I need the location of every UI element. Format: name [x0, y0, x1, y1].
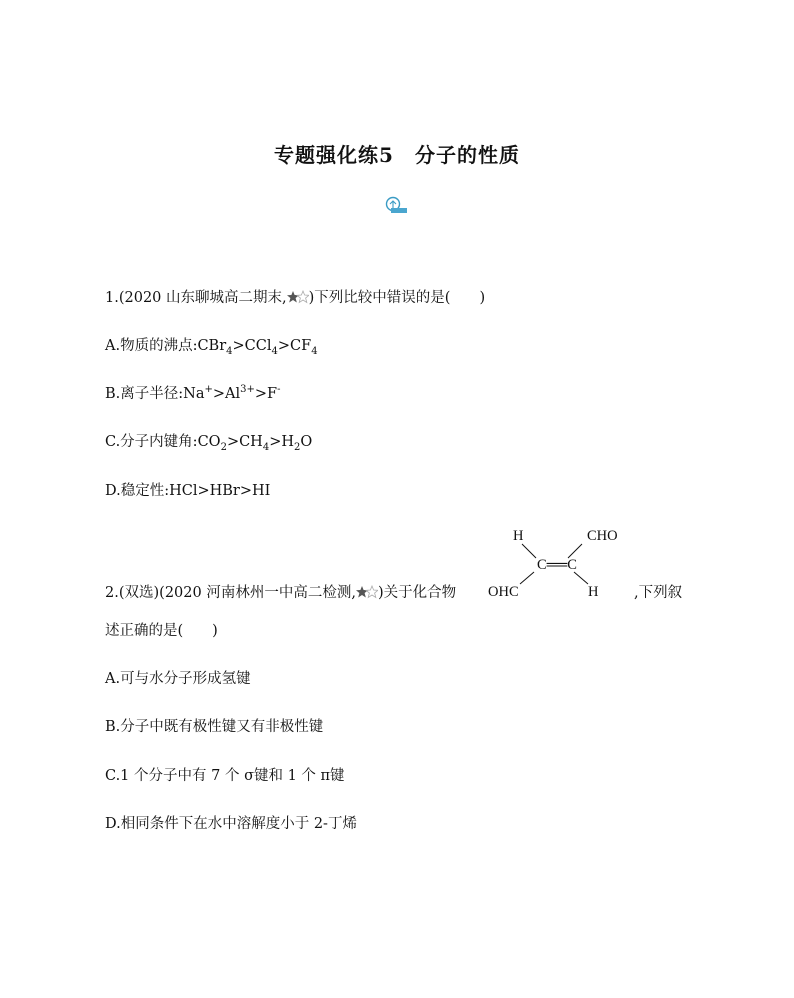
q1-source: 山东聊城高二期末,	[166, 290, 287, 306]
q2-option-d[interactable]: D.相同条件下在水中溶解度小于 2-丁烯	[105, 816, 357, 832]
structure-bottom-right: H	[588, 584, 599, 600]
page-title: 专题强化练5 分子的性质	[274, 143, 520, 167]
q2-stem-line2: 述正确的是( )	[105, 623, 218, 639]
chemical-structure	[484, 522, 634, 608]
q2-stem-tail: ,下列叙	[634, 585, 683, 601]
structure-top-left: H	[513, 528, 524, 544]
structure-bottom-left: OHC	[488, 584, 519, 600]
q2-option-a[interactable]: A.可与水分子形成氢键	[105, 671, 251, 687]
structure-center: C══C	[537, 557, 577, 573]
q2-option-c[interactable]: C.1 个分子中有 7 个 σ键和 1 个 π键	[105, 768, 345, 784]
q1-option-c[interactable]: C.分子内键角$:CO_2>CH_4>H_2O$	[105, 434, 313, 453]
q2-tag: 双选	[124, 585, 154, 601]
star-difficulty-icon	[356, 585, 378, 599]
video-badge-icon[interactable]	[384, 196, 408, 214]
structure-top-right: CHO	[587, 528, 618, 544]
q1-option-b[interactable]: B.离子半径$:Na^+>Al^{3+}>F^-$	[105, 384, 281, 402]
q1-option-a[interactable]: A.物质的沸点$:CBr_4>CCl_4>CF_4$	[105, 338, 318, 357]
q1-option-d[interactable]: D.稳定性:HCl>HBr>HI	[105, 483, 271, 499]
q1-stem: 1.(2020 山东聊城高二期末, )下列比较中错误的是( )	[105, 290, 486, 306]
q2-option-b[interactable]: B.分子中既有极性键又有非极性键	[105, 719, 324, 735]
q2-source: 河南林州一中高二检测,	[206, 585, 356, 601]
q2-stem: 2.(双选)(2020 河南林州一中高二检测, )关于化合物	[105, 585, 457, 601]
star-difficulty-icon	[287, 290, 309, 304]
